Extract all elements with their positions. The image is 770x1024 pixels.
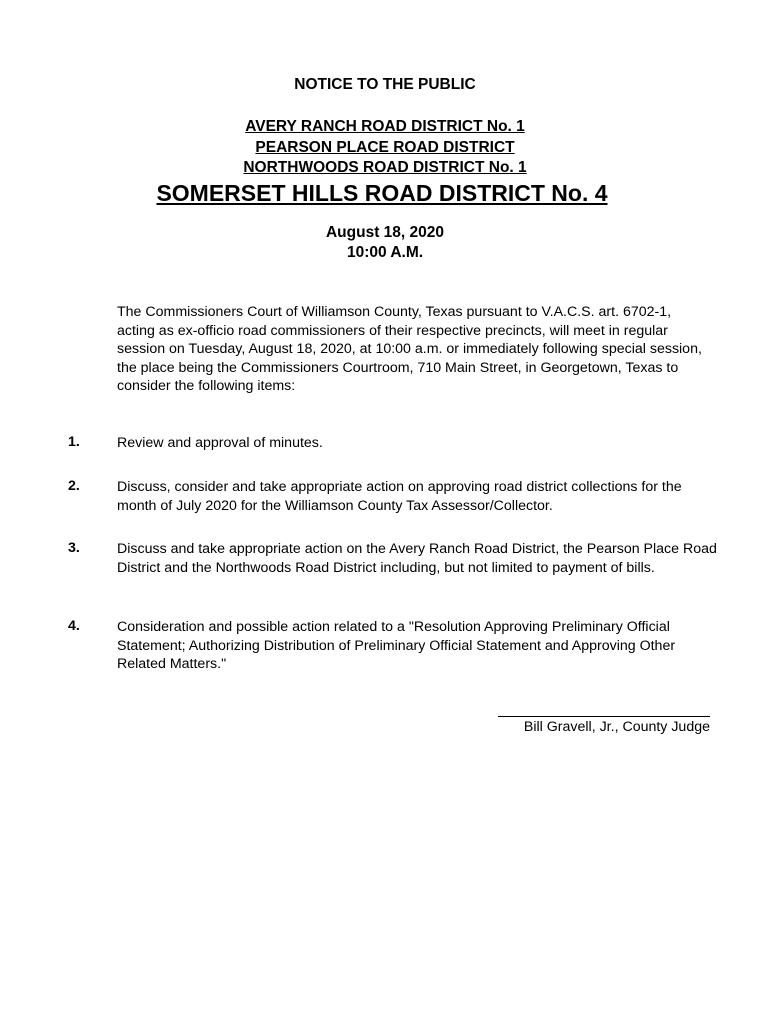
- agenda-item-number: 4.: [68, 618, 80, 634]
- agenda-item-number: 3.: [68, 540, 80, 556]
- meeting-date: August 18, 2020: [325, 224, 445, 241]
- notice-title: NOTICE TO THE PUBLIC: [294, 76, 476, 93]
- district-somerset-hills: SOMERSET HILLS ROAD DISTRICT No. 4: [156, 180, 608, 206]
- signature-name: Bill Gravell, Jr., County Judge: [523, 719, 710, 735]
- agenda-item-number: 2.: [68, 478, 80, 494]
- district-avery-ranch: AVERY RANCH ROAD DISTRICT No. 1: [245, 118, 525, 135]
- agenda-item-number: 1.: [68, 434, 80, 450]
- meeting-time: 10:00 A.M.: [346, 244, 424, 261]
- district-pearson-place: PEARSON PLACE ROAD DISTRICT: [255, 139, 515, 156]
- agenda-item-text: Consideration and possible action related to a "Resolution Approving Preliminary Official Statement; Authorizing Distribution of Preliminary Official Statement and Approving Other Related Matters.": [117, 619, 676, 673]
- intro-paragraph: The Commissioners Court of Williamson County, Texas pursuant to V.A.C.S. art. 6702-1, acting as ex-officio road commissioners of their respective precincts, will meet in regular session on Tuesday, August 18, 2020, at 10:00 a.m. or immediately following special session, the place being the Commissioners Courtroom, 710 Main Street, in Georgetown, Texas to consider the following items:: [117, 304, 702, 395]
- agenda-item-text: Discuss, consider and take appropriate action on approving road district collections for the month of July 2020 for the Williamson County Tax Assessor/Collector.: [117, 479, 682, 514]
- district-northwoods: NORTHWOODS ROAD DISTRICT No. 1: [243, 159, 527, 176]
- agenda-item-text: Review and approval of minutes.: [117, 435, 323, 451]
- agenda-item-text: Discuss and take appropriate action on the Avery Ranch Road District, the Pearson Place Road District and the Northwoods Road District including, but not limited to payment of bills.: [117, 541, 717, 576]
- signature-line: [498, 716, 710, 717]
